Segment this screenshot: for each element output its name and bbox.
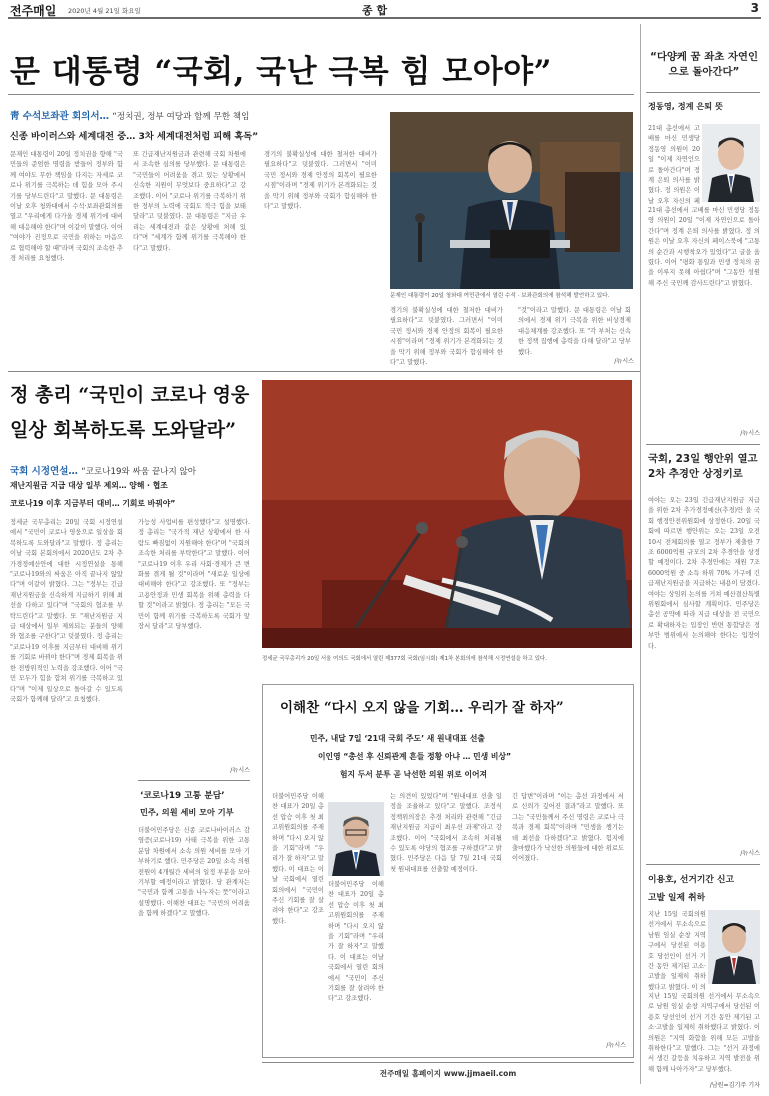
paper-logo: 전주매일 (10, 4, 57, 18)
lee-byline: /뉴시스 (606, 1042, 626, 1049)
issue-date: 2020년 4월 21일 화요일 (68, 7, 141, 15)
pm-byline: /뉴시스 (230, 767, 250, 774)
pm-headline-line-1: 정 총리 “국민이 코로나 영웅 (10, 384, 250, 406)
masthead (8, 0, 761, 19)
president-photo-illustration (390, 112, 633, 289)
lead-col-2: 또 긴급재난지원금과 관련해 국회 차원에서 조속한 심의를 당부했다. 문 대통령은 "국민들이 어려움을 겪고 있는 상황에서 신속한 지원이 무엇보다 중요하다"고 강조했다. 이어 "코로나 위기를 극복하기 위한 정부의 노력에 국회도 적극 힘을 보태 달라"고 덧붙였다. 문 대통령은 "지금 우리는 세계대전과 같은 상황에 처해 있다"며 "세계가 함께 위기를 극복해야 한다"고 말했다. (133, 151, 246, 252)
lee-col-2: 는 의견이 있었다"며 "원내대표 선출 일정을 조율하고 있다"고 말했다. 조정식 정책위의장은 추경 처리와 관련해 "긴급재난지원금 지급이 최우선 과제"라고 강조했다. 이어 "국회에서 조속히 처리될 수 있도록 야당의 협조를 구하겠다"고 밝혔다. 민주당은 다음 달 7일 21대 국회 첫 원내대표를 선출할 예정이다. (390, 793, 502, 873)
lead-col-4a: 경기의 불확실성에 대한 철저한 대비가 필요하다"고 덧붙였다. 그러면서 "이미 국민 정서와 경제 안정의 회복이 필요한 시점"이라며 "경제 위기가 본격화되는 것을 막기 위해 정부와 국회가 합심해야 한다"고 말했다. (390, 307, 503, 367)
lee-hae-chan-photo (328, 802, 384, 876)
lead-kicker-rest: “정치권, 정부 여당과 함께 무한 책임 (112, 112, 250, 122)
divider (138, 780, 250, 781)
divider (262, 1062, 634, 1063)
lee-col-3: 긴 답변"이라며 "이는 총선 과정에서 서로 신뢰가 깊어진 결과"라고 말했다. 또 그는 "국민들께서 주신 명령은 코로나 극복과 경제 회복"이라며 "민생을 챙기는 데 최선을 다하겠다"고 밝혔다. 험지에 출마했다가 낙선한 의원들에 대한 위로도 이어졌다. (512, 793, 624, 863)
lead-byline: /뉴시스 (614, 358, 634, 365)
lee-subhead-3: 험지 두서 분투 곧 낙선한 의원 위로 이어져 (340, 770, 488, 779)
page-number: 3 (750, 1, 759, 15)
section-divider (8, 371, 640, 372)
sidebar-top-text-a: 21대 총선에서 고배를 마신 민생당 정동영 의원이 20일 "이제 자연인으로 돌아간다"며 정계 은퇴 의사를 밝혔다. 정 의원은 이날 오후 자신의 페 (648, 125, 700, 204)
lee-subhead-1: 민주, 내달 7일 ‘21대 국회 주도’ 새 원내대표 선출 (310, 734, 485, 743)
pm-headline-line-2: 일상 회복하도록 도와달라” (10, 419, 237, 441)
lead-headline: 문 대통령 “국회, 국난 극복 힘 모아야” (10, 54, 552, 90)
chung-dong-young-photo (702, 124, 760, 202)
column-divider (640, 24, 641, 1084)
divider (646, 92, 760, 93)
lee-col-1b: 더불어민주당 이해찬 대표가 20일 총선 압승 이후 첫 최고위원회의를 주재하며 "다시 오지 않을 기회"라며 "우리가 잘 하자"고 말했다. 이 대표는 이날 국회에서 열린 회의에서 "국민이 주신 기회를 잘 살려야 한다"고 강조했다. (328, 881, 384, 1003)
pm-photo-caption: 정세균 국무총리가 20일 서울 여의도 국회에서 열린 제377회 국회(임시회) 제1차 본회의에 참석해 시정연설을 하고 있다. (262, 656, 547, 662)
section-label: 종 합 (362, 4, 388, 17)
divider (646, 444, 760, 445)
divider (646, 864, 760, 865)
sidebar-top-headline: “다양케 꿈 좌초 자연인으로 돌아간다” (649, 51, 759, 78)
lead-subhead: 신종 바이러스와 세계대전 중… 3차 세계대전처럼 피해 혹독” (10, 131, 259, 142)
pm-kicker (10, 463, 196, 477)
sidebar-top-subhead: 정동영, 정계 은퇴 뜻 (648, 101, 723, 111)
pm-col-2: 가능성 사업비를 편성했다"고 설명했다. 정 총리는 "국가적 재난 상황에서 한 사람도 빠짐없이 지원해야 한다"며 "국회의 조속한 처리를 부탁한다"고 말했다. 이어 "코로나19 이후 우리 사회·경제가 큰 변화를 겪게 될 것"이라며 "새로운 일상에 대비해야 한다"고 강조했다. 또 "정부는 고용안정과 민생 회복을 위해 총력을 다할 것"이라고 밝혔다. 정 총리는 "모든 국민이 함께 위기를 극복하도록 국회가 앞장서 달라"고 당부했다. (138, 519, 250, 631)
lee-yong-ho-text-b: 지난 15일 국회의원 선거에서 무소속으로 남원 임실 순창 지역구에서 당선된 이용호 당선인이 선거 기간 동안 제기된 고소·고발을 일제히 취하했다고 밝혔다. 이 의원은 "지역 화합을 위해 모든 고발을 취하한다"고 말했다. 그는 "선거 과정에서 생긴 갈등을 치유하고 지역 발전을 위해 함께 나아가자"고 당부했다. (648, 993, 760, 1073)
pm-photo (262, 380, 632, 648)
pm-kicker-tag: 국회 시정연설… (10, 466, 78, 477)
pm-col-1: 정세균 국무총리는 20일 국회 시정연설에서 "국민이 코로나 영웅으로 일상을 회복하도록 도와달라"고 말했다. 정 총리는 이날 국회 본회의에서 2020년도 2차 추가경정예산안에 대한 시정연설을 통해 "코로나19와의 싸움은 아직 끝나지 않았다"며 이같이 밝혔다. 그는 "정부는 긴급재난지원금을 신속하게 지급하기 위해 최선을 다하고 있다"며 "국회의 협조를 부탁드린다"고 말했다. 또 "재난지원금 지급 대상에서 일부 제외되는 분들의 양해와 협조를 구한다"고 덧붙였다. 정 총리는 "코로나19 이후를 지금부터 대비해 위기를 기회로 바꿔야 한다"며 경제 회복을 위한 전방위적인 노력을 강조했다. 이어 "국민 모두가 힘을 합쳐 위기를 극복하고 있다"며 "이제 일상으로 돌아갈 수 있도록 국회가 함께해 달라"고 요청했다. (10, 519, 123, 703)
pm-subhead-1: 재난지원금 지급 대상 일부 제외… 양해 · 협조 (10, 481, 168, 490)
sidebar-top-text-b: 21대 총선에서 고배를 마신 민생당 정동영 의원이 20일 "이제 자연인으로 돌아간다"며 정계 은퇴 의사를 밝혔다. 정 의원은 이날 오후 자신의 페이스북에 "고통의 순간과 시행착오가 있었다"고 글을 올렸다. 이어 "평화 통일과 민생 정치의 꿈을 이루지 못해 아쉽다"며 "그동안 성원해 주신 국민께 감사드린다"고 밝혔다. (648, 207, 760, 287)
lead-col-1: 문재인 대통령이 20일 정치권을 향해 "국민들의 준엄한 명령을 받들어 정부와 함께 여야도 무한 책임을 다지는 자세로 코로나 위기를 극복하는 데 힘을 모아 주시기를 당부드린다"고 말했다. 문 대통령은 이날 오후 청와대에서 수석·보좌관회의를 열고 "우리에게 다가올 경제 위기에 대비해 대응해야 한다"며 이같이 말했다. 이어 "여야가 진정으로 국민을 위하는 마음으로 협력해야 할 때"라며 국회의 조속한 추경 처리를 요청했다. (10, 151, 123, 263)
sub-box-subhead: 민주, 의원 세비 모아 기부 (140, 807, 234, 817)
lead-col-4b: "것"이라고 말했다. 문 대통령은 이날 회의에서 경제 위기 극복을 위한 비상경제 대응체계를 강조했다. 또 "각 부처는 신속한 정책 집행에 총력을 다해 달라"고 당부했다. (518, 307, 631, 356)
footer-homepage: 전주매일 홈페이지 www.jjmaeil.com (379, 1069, 517, 1078)
pm-subhead-2: 코로나19 이후 지금부터 대비… 기회로 바꿔야” (10, 499, 176, 508)
lead-kicker-tag: 靑 수석보좌관 회의서… (10, 111, 110, 122)
divider (8, 94, 634, 95)
lee-yong-ho-subhead: 고발 일제 취하 (648, 893, 706, 903)
sidebar-top-byline: /뉴시스 (740, 430, 760, 437)
lee-yong-ho-byline: /남원=김기주 기자 (709, 1082, 760, 1089)
lead-photo-caption: 문재인 대통령이 20일 청와대 여민관에서 열린 수석 · 보좌관회의에 참석해 발언하고 있다. (390, 293, 610, 299)
lee-yong-ho-text-a: 지난 15일 국회의원 선거에서 무소속으로 남원 임실 순창 지역구에서 당선된 이용호 당선인이 선거 기간 동안 제기된 고소·고발을 일제히 취하했다고 밝혔다. 이 의 (648, 911, 706, 990)
lee-headline: 이해찬 “다시 오지 않을 기회… 우리가 잘 하자” (280, 700, 564, 716)
lead-photo (390, 112, 633, 289)
assembly-text: 여야는 오는 23일 긴급재난지원금 지급을 위한 2차 추가경정예산(추경)안 을 국회 행정안전위원회에 상정한다. 20일 국회에 따르면 행안위는 오는 23일 오전 10시 전체회의를 열고 정부가 제출한 7조 6000억원 규모의 2차 추경안을 상정할 예정이다. 2차 추경안에는 재원 7조 6000억원 중 소득 하위 70% 가구에 긴급재난지원금을 지급하는 내용이 담겼다. 여야는 상임위 논의를 거쳐 예산결산특별위원회에서 심사할 계획이다. 민주당은 총선 공약에 따라 지급 대상을 전 국민으로 확대하자는 입장인 반면 통합당은 정부안 범위에서 논의해야 한다는 입장이다. (648, 497, 760, 650)
lee-yong-ho-photo (708, 910, 760, 984)
pm-kicker-rest: “코로나19와 싸움 끝나지 않아 (81, 467, 197, 477)
lee-col-1: 더불어민주당 이해찬 대표가 20일 총선 압승 이후 첫 최고위원회의를 주재하며 "다시 오지 않을 기회"라며 "우리가 잘 하자"고 말했다. 이 대표는 이날 국회에서 열린 회의에서 "국민이 주신 기회를 잘 살려야 한다"고 강조했다. (272, 793, 324, 925)
assembly-byline: /뉴시스 (740, 850, 760, 857)
lead-kicker (10, 108, 249, 122)
sub-box-text: 더불어민주당은 신종 코로나바이러스 감염증(코로나19) 사태 극복을 위한 고통 분담 차원에서 소속 의원 세비를 모아 기부하기로 했다. 민주당은 20일 소속 의원 전원이 4개월간 세비의 일정 부분을 모아 기부할 예정이라고 밝혔다. 당 관계자는 "국민과 함께 고통을 나누자는 뜻"이라고 설명했다. 이해찬 대표는 "국민의 어려움을 함께 하겠다"고 말했다. (138, 827, 250, 918)
lead-col-3: 경기의 불확실성에 대한 철저한 대비가 필요하다"고 덧붙였다. 그러면서 "이미 국민 정서와 경제 안정의 회복이 필요한 시점"이라며 "경제 위기가 본격화되는 것을 막기 위해 정부와 국회가 합심해야 한다"고 말했다. (264, 151, 377, 211)
assembly-headline: 국회, 23일 행안위 열고 2차 추경안 상정키로 (648, 453, 758, 480)
lee-yong-ho-headline: 이용호, 선거기간 신고 (648, 875, 734, 885)
lee-subhead-2: 이인영 “총선 후 신뢰관계 흔들 정황 아냐 … 민생 비상” (318, 752, 512, 761)
sub-box-headline: ‘코로나19 고통 분담’ (140, 791, 225, 801)
